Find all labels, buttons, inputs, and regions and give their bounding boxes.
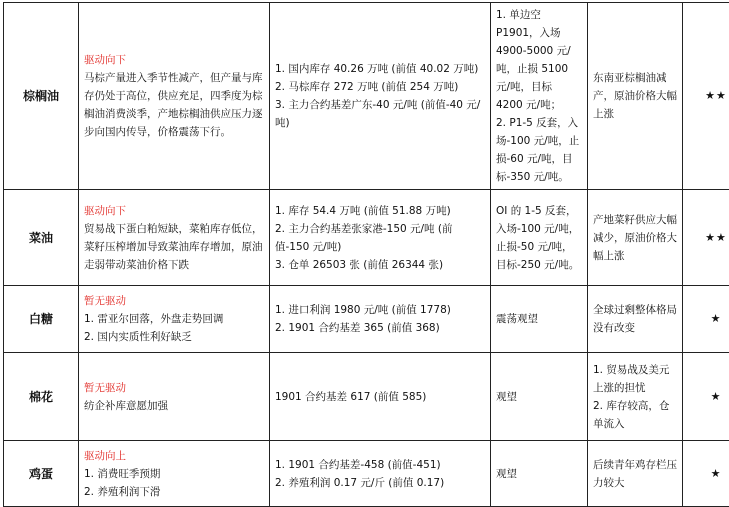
drive-text: 1. 雷亚尔回落，外盘走势回调 2. 国内实质性利好缺乏 <box>84 310 264 346</box>
data-line: 2. 主力合约基差张家港-150 元/吨 (前值-150 元/吨) <box>275 220 485 256</box>
risk-cell: 1. 贸易战及美元上涨的担忧 2. 库存较高，仓单流入 <box>588 353 683 441</box>
drive-cell <box>79 286 270 353</box>
strategy-line: 观望 <box>496 388 582 406</box>
drive-title: 暂无驱动 <box>84 379 264 397</box>
data-cell <box>270 3 491 190</box>
strategy-line: 震荡观望 <box>496 310 582 328</box>
rating-stars: ★ <box>683 353 729 441</box>
drive-cell <box>79 190 270 286</box>
drive-cell <box>79 353 270 441</box>
drive-cell <box>79 441 270 507</box>
strategy-cell <box>491 3 588 190</box>
table-row <box>4 3 729 190</box>
data-line: 1. 国内库存 40.26 万吨 (前值 40.02 万吨) <box>275 60 485 78</box>
commodity-name: 鸡蛋 <box>4 441 79 507</box>
commodity-name: 菜油 <box>4 190 79 286</box>
data-line: 2. 马棕库存 272 万吨 (前值 254 万吨) <box>275 78 485 96</box>
drive-cell <box>79 3 270 190</box>
drive-title: 驱动向下 <box>84 51 264 69</box>
drive-text: 马棕产量进入季节性减产，但产量与库存仍处于高位，供应充足，四季度为棕榈油消费淡季，产地棕榈油供应压力逐步向国内传导，价格震荡下行。 <box>84 69 264 141</box>
data-cell <box>270 353 491 441</box>
data-line: 2. 养殖利润 0.17 元/斤 (前值 0.17) <box>275 474 485 492</box>
data-line: 3. 仓单 26503 张 (前值 26344 张) <box>275 256 485 274</box>
table-row <box>4 441 729 507</box>
rating-stars: ★★ <box>683 3 729 190</box>
data-cell <box>270 286 491 353</box>
table-row <box>4 353 729 441</box>
data-line: 1. 1901 合约基差-458 (前值-451) <box>275 456 485 474</box>
risk-cell: 全球过剩整体格局没有改变 <box>588 286 683 353</box>
drive-title: 驱动向下 <box>84 202 264 220</box>
data-line: 1. 进口利润 1980 元/吨 (前值 1778) <box>275 301 485 319</box>
rating-stars: ★ <box>683 286 729 353</box>
drive-text: 1. 消费旺季预期 2. 养殖利润下滑 <box>84 465 264 501</box>
data-cell <box>270 441 491 507</box>
strategy-cell <box>491 353 588 441</box>
strategy-line: 2. P1-5 反套，入场-100 元/吨，止损-60 元/吨，目标-350 元/吨。 <box>496 114 582 186</box>
risk-cell: 后续青年鸡存栏压力较大 <box>588 441 683 507</box>
risk-cell: 东南亚棕榈油减产，原油价格大幅上涨 <box>588 3 683 190</box>
data-line: 1. 库存 54.4 万吨 (前值 51.88 万吨) <box>275 202 485 220</box>
drive-title: 驱动向上 <box>84 447 264 465</box>
drive-text: 贸易战下蛋白粕短缺，菜粕库存低位，菜籽压榨增加导致菜油库存增加，原油走弱带动菜油价格下跌 <box>84 220 264 274</box>
commodity-table <box>3 2 729 507</box>
commodity-name: 白糖 <box>4 286 79 353</box>
risk-cell: 产地菜籽供应大幅减少，原油价格大幅上涨 <box>588 190 683 286</box>
table-row <box>4 190 729 286</box>
drive-text: 纺企补库意愿加强 <box>84 397 264 415</box>
strategy-line: OI 的 1-5 反套，入场-100 元/吨，止损-50 元/吨，目标-250 元/吨。 <box>496 202 582 274</box>
data-line: 3. 主力合约基差广东-40 元/吨 (前值-40 元/吨) <box>275 96 485 132</box>
strategy-line: 1. 单边空 P1901，入场 4900-5000 元/吨，止损 5100 元/吨，目标 4200 元/吨； <box>496 6 582 114</box>
strategy-cell <box>491 286 588 353</box>
data-cell <box>270 190 491 286</box>
rating-stars: ★★ <box>683 190 729 286</box>
table-row <box>4 286 729 353</box>
commodity-name: 棕榈油 <box>4 3 79 190</box>
strategy-cell <box>491 441 588 507</box>
rating-stars: ★ <box>683 441 729 507</box>
data-line: 2. 1901 合约基差 365 (前值 368) <box>275 319 485 337</box>
commodity-name: 棉花 <box>4 353 79 441</box>
strategy-line: 观望 <box>496 465 582 483</box>
strategy-cell <box>491 190 588 286</box>
drive-title: 暂无驱动 <box>84 292 264 310</box>
data-line: 1901 合约基差 617 (前值 585) <box>275 388 485 406</box>
